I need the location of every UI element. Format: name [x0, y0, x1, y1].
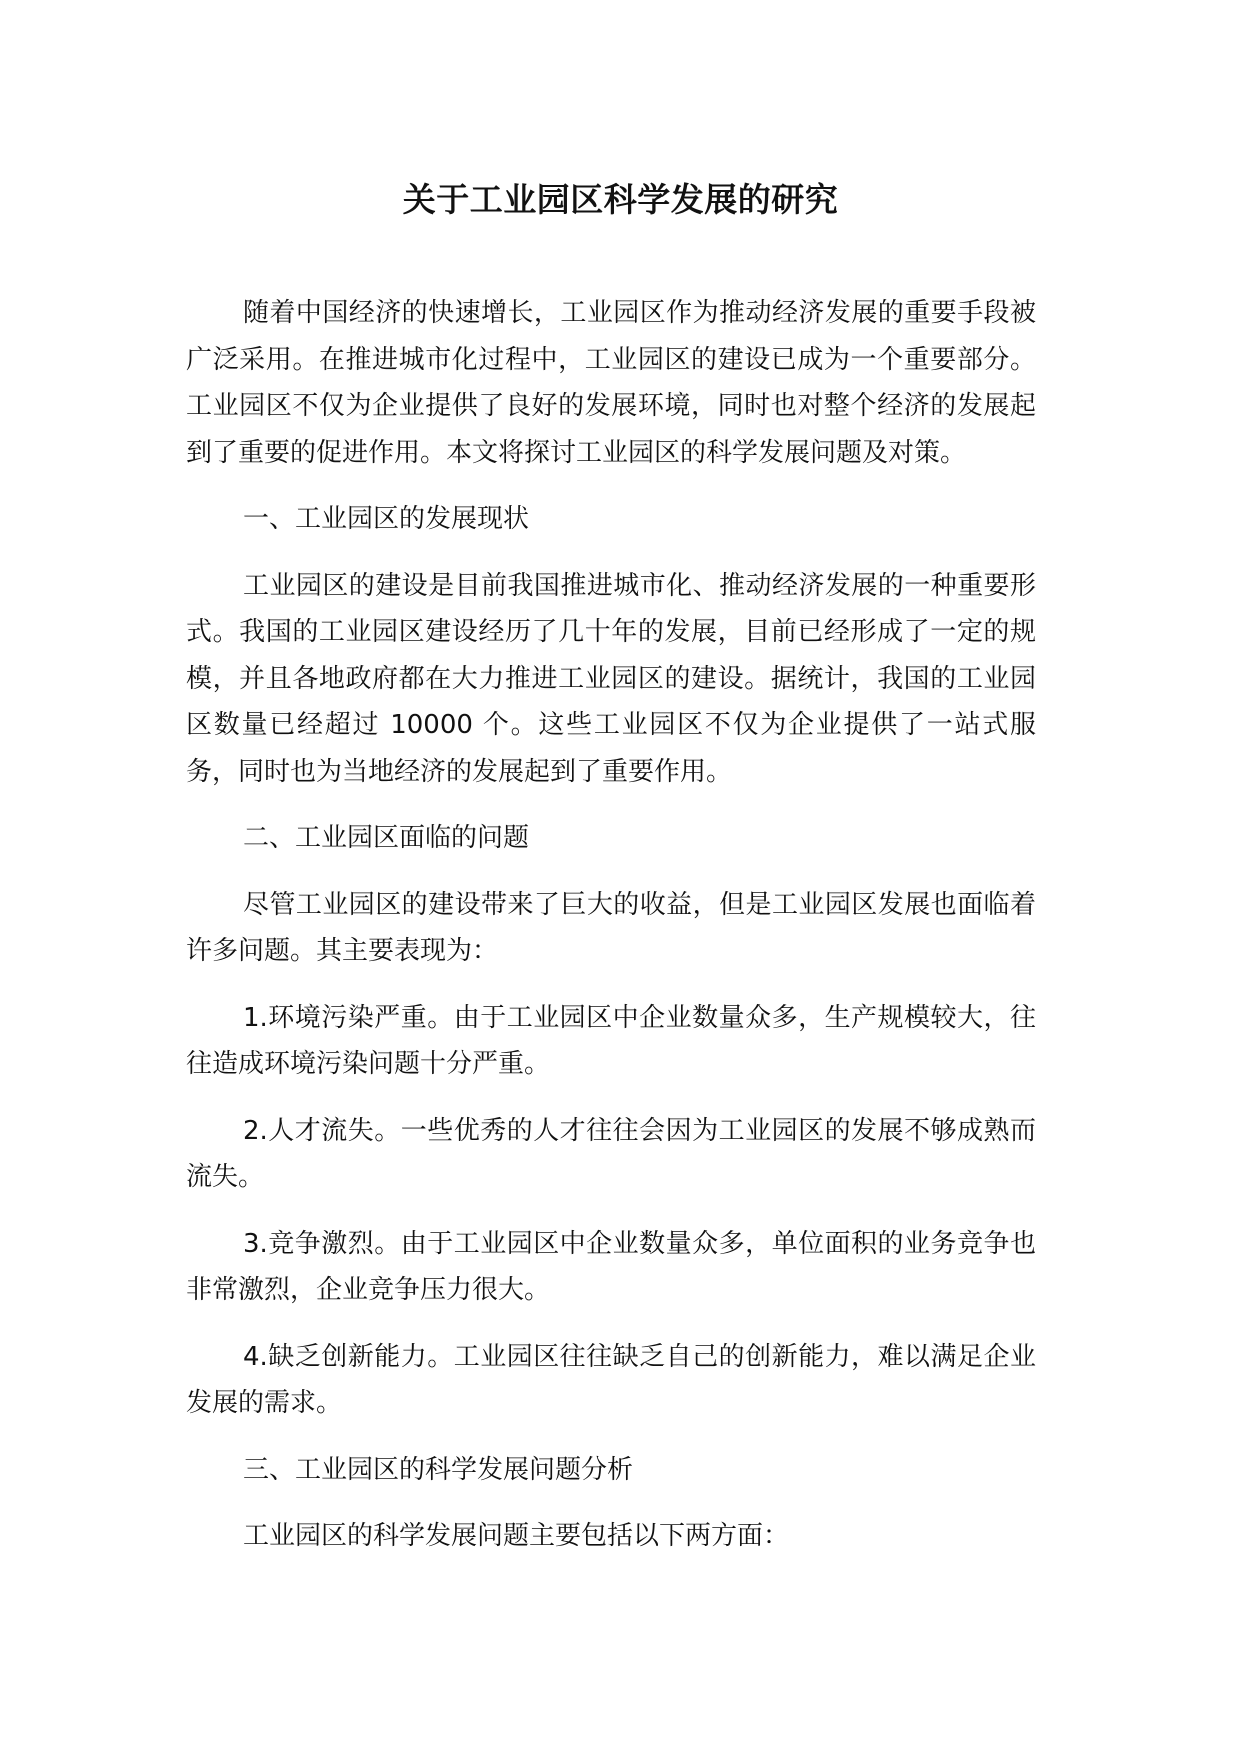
- document-body: [186, 290, 1036, 1580]
- section-heading-1: 一、工业园区的发展现状: [243, 504, 530, 534]
- paragraph-intro: 随着中国经济的快速增长，工业园区作为推动经济发展的重要手段被广泛采用。在推进城市化过程中，工业园区的建设已成为一个重要部分。工业园区不仅为企业提供了良好的发展环境，同时也对整个经济的发展起到了重要的促进作用。本文将探讨工业园区的科学发展问题及对策。: [186, 298, 1036, 468]
- list-item-problem-3: 3.竞争激烈。由于工业园区中企业数量众多，单位面积的业务竞争也非常激烈，企业竞争压力很大。: [186, 1228, 1036, 1305]
- document-title: 关于工业园区科学发展的研究: [402, 180, 839, 219]
- paragraph-analysis: 工业园区的科学发展问题主要包括以下两方面：: [243, 1521, 790, 1551]
- paragraph-status: 工业园区的建设是目前我国推进城市化、推动经济发展的一种重要形式。我国的工业园区建设经历了几十年的发展，目前已经形成了一定的规模，并且各地政府都在大力推进工业园区的建设。据统计，我国的工业园区数量已经超过 10000 个。这些工业园区不仅为企业提供了一站式服务，同时也为当地经济的发展起到了重要作用。: [186, 570, 1036, 787]
- paragraph-problems: 尽管工业园区的建设带来了巨大的收益，但是工业园区发展也面临着许多问题。其主要表现为：: [186, 889, 1036, 966]
- section-heading-3: 三、工业园区的科学发展问题分析: [243, 1454, 634, 1485]
- list-item-problem-4: 4.缺乏创新能力。工业园区往往缺乏自己的创新能力，难以满足企业发展的需求。: [186, 1341, 1036, 1418]
- list-item-problem-1: 1.环境污染严重。由于工业园区中企业数量众多，生产规模较大，往往造成环境污染问题十分严重。: [186, 1002, 1036, 1079]
- section-heading-2: 二、工业园区面临的问题: [243, 823, 530, 853]
- list-item-problem-2: 2.人才流失。一些优秀的人才往往会因为工业园区的发展不够成熟而流失。: [186, 1115, 1036, 1192]
